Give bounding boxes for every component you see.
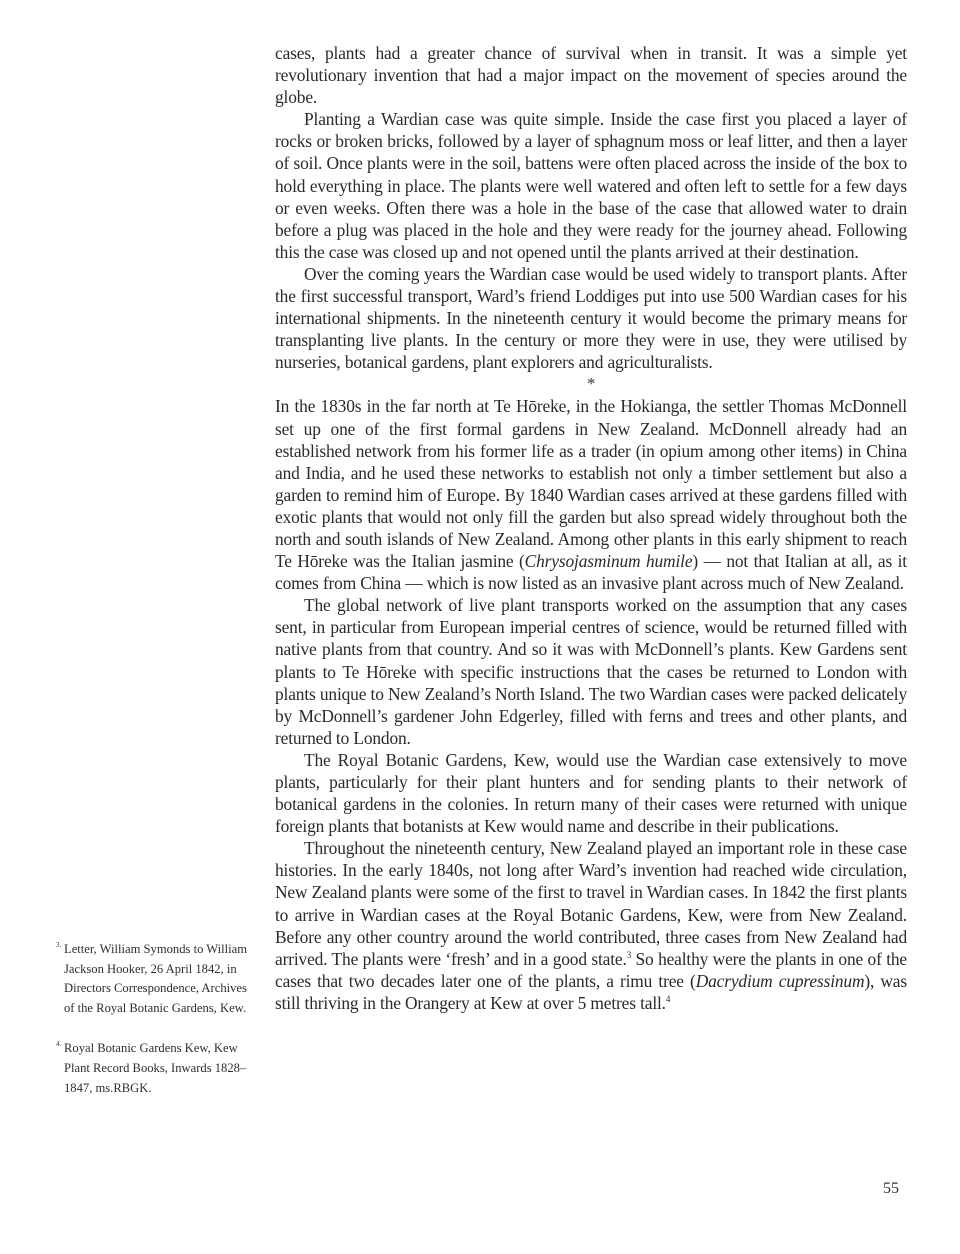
species-name-chrysojasminum: Chrysojasminum humile <box>524 551 693 572</box>
species-name-dacrydium: Dacrydium cupressinum <box>695 970 865 991</box>
footnote-4 <box>56 1039 256 1098</box>
p7-text-b: So healthy were the plants in one of the cases that two decades later one of the plants, a rimu tree ( <box>275 948 907 991</box>
p7-text-a: Throughout the nineteenth century, New Zealand played an important role in these case histories. In the early 1840s, not long after Ward’s invention had reached wide circulation, New Zealand plants were some of the first to travel in Wardian cases. In 1842 the first plants to arrive in Wardian cases at the Royal Botanic Gardens, Kew, were from New Zealand. Before any other country around the world contributed, three cases from New Zealand had arrived. The plants were ‘fresh’ and in a good state. <box>275 838 907 969</box>
footnote-number: 4. <box>56 1040 62 1049</box>
footnote-ref-4[interactable]: 4 <box>665 993 671 1004</box>
p7-text-c: ), was still thriving in the Orangery at Kew at over 5 metres tall. <box>275 970 907 1013</box>
p4-text-b: ) — not that Italian at all, as it comes from China — which is now listed as an invasive plant across much of New Zealand. <box>275 551 907 594</box>
footnote-number: 3. <box>56 941 62 949</box>
section-divider-asterisk: * <box>586 374 596 394</box>
paragraph-royal-botanic-gardens: The Royal Botanic Gardens, Kew, would use the Wardian case extensively to move plants, particularly for their plant hunters and for sending plants to their network of botanical gardens in the colonies. In return many of their cases were returned with unique foreign plants that botanists at Kew would name and describe in their publications. <box>275 749 907 837</box>
p4-text-a: In the 1830s in the far north at Te Hōreke, in the Hokianga, the settler Thomas McDonnell set up one of the first formal gardens in New Zealand. McDonnell already had an established network from his former life as a trader (in opium among other items) in China and India, and he used these networks to establish not only a timber settlement but also a garden to remind him of Europe. By 1840 Wardian cases arrived at these gardens filled with exotic plants that would not only fill the garden but also spread widely throughout both the north and south islands of New Zealand. Among other plants in this early shipment to reach Te Hōreke was the Italian jasmine ( <box>275 396 907 572</box>
footnote-3 <box>56 940 256 1018</box>
footnote-ref-3[interactable]: 3 <box>626 949 632 960</box>
paragraph-te-horeke-garden <box>275 395 907 594</box>
footnote-text: Letter, William Symonds to William Jackson Hooker, 26 April 1842, in Directors Correspondence, Archives of the Royal Botanic Gardens, Kew. <box>64 942 248 1015</box>
paragraph-planting-wardian-case: Planting a Wardian case was quite simple. Inside the case first you placed a layer of rocks or broken bricks, followed by a layer of sphagnum moss or leaf litter, and then a layer of soil. Once plants were in the soil, battens were often placed across the inside of the box to hold everything in place. The plants were well watered and often left to settle for a few days or even weeks. Often there was a hole in the base of the case that allowed water to drain before a plug was placed in the hole and they were ready for the journey ahead. Following this the case was closed up and not opened until the plants arrived at their destination. <box>275 109 907 262</box>
paragraph-wardian-intro-end: cases, plants had a greater chance of survival when in transit. It was a simple yet revolutionary invention that had a major impact on the movement of species around the globe. <box>275 43 907 108</box>
page-number: 55 <box>883 1180 899 1197</box>
paragraph-new-zealand-role <box>275 837 907 1014</box>
footnote-text: Royal Botanic Gardens Kew, Kew Plant Record Books, Inwards 1828–1847, ms.RBGK. <box>64 1041 247 1095</box>
body-text-column <box>275 42 907 1014</box>
paragraph-wardian-widespread-use: Over the coming years the Wardian case would be used widely to transport plants. After the first successful transport, Ward’s friend Loddiges put into use 500 Wardian cases for his international shipments. In the nineteenth century it would become the primary means for transplanting live plants. In the century or more they were in use, they were utilised by nurseries, botanical gardens, plant explorers and agriculturalists. <box>275 263 907 373</box>
paragraph-global-network: The global network of live plant transports worked on the assumption that any cases sent, in particular from European imperial centres of science, would be returned filled with native plants from that country. And so it was with McDonnell’s plants. Kew Gardens sent plants to Te Hōreke with specific instructions that the cases be returned to London with plants unique to New Zealand’s North Island. The two Wardian cases were packed delicately by McDonnell’s gardener John Edgerley, filled with ferns and trees and other plants, and returned to London. <box>275 595 907 748</box>
margin-footnotes <box>56 940 256 1119</box>
